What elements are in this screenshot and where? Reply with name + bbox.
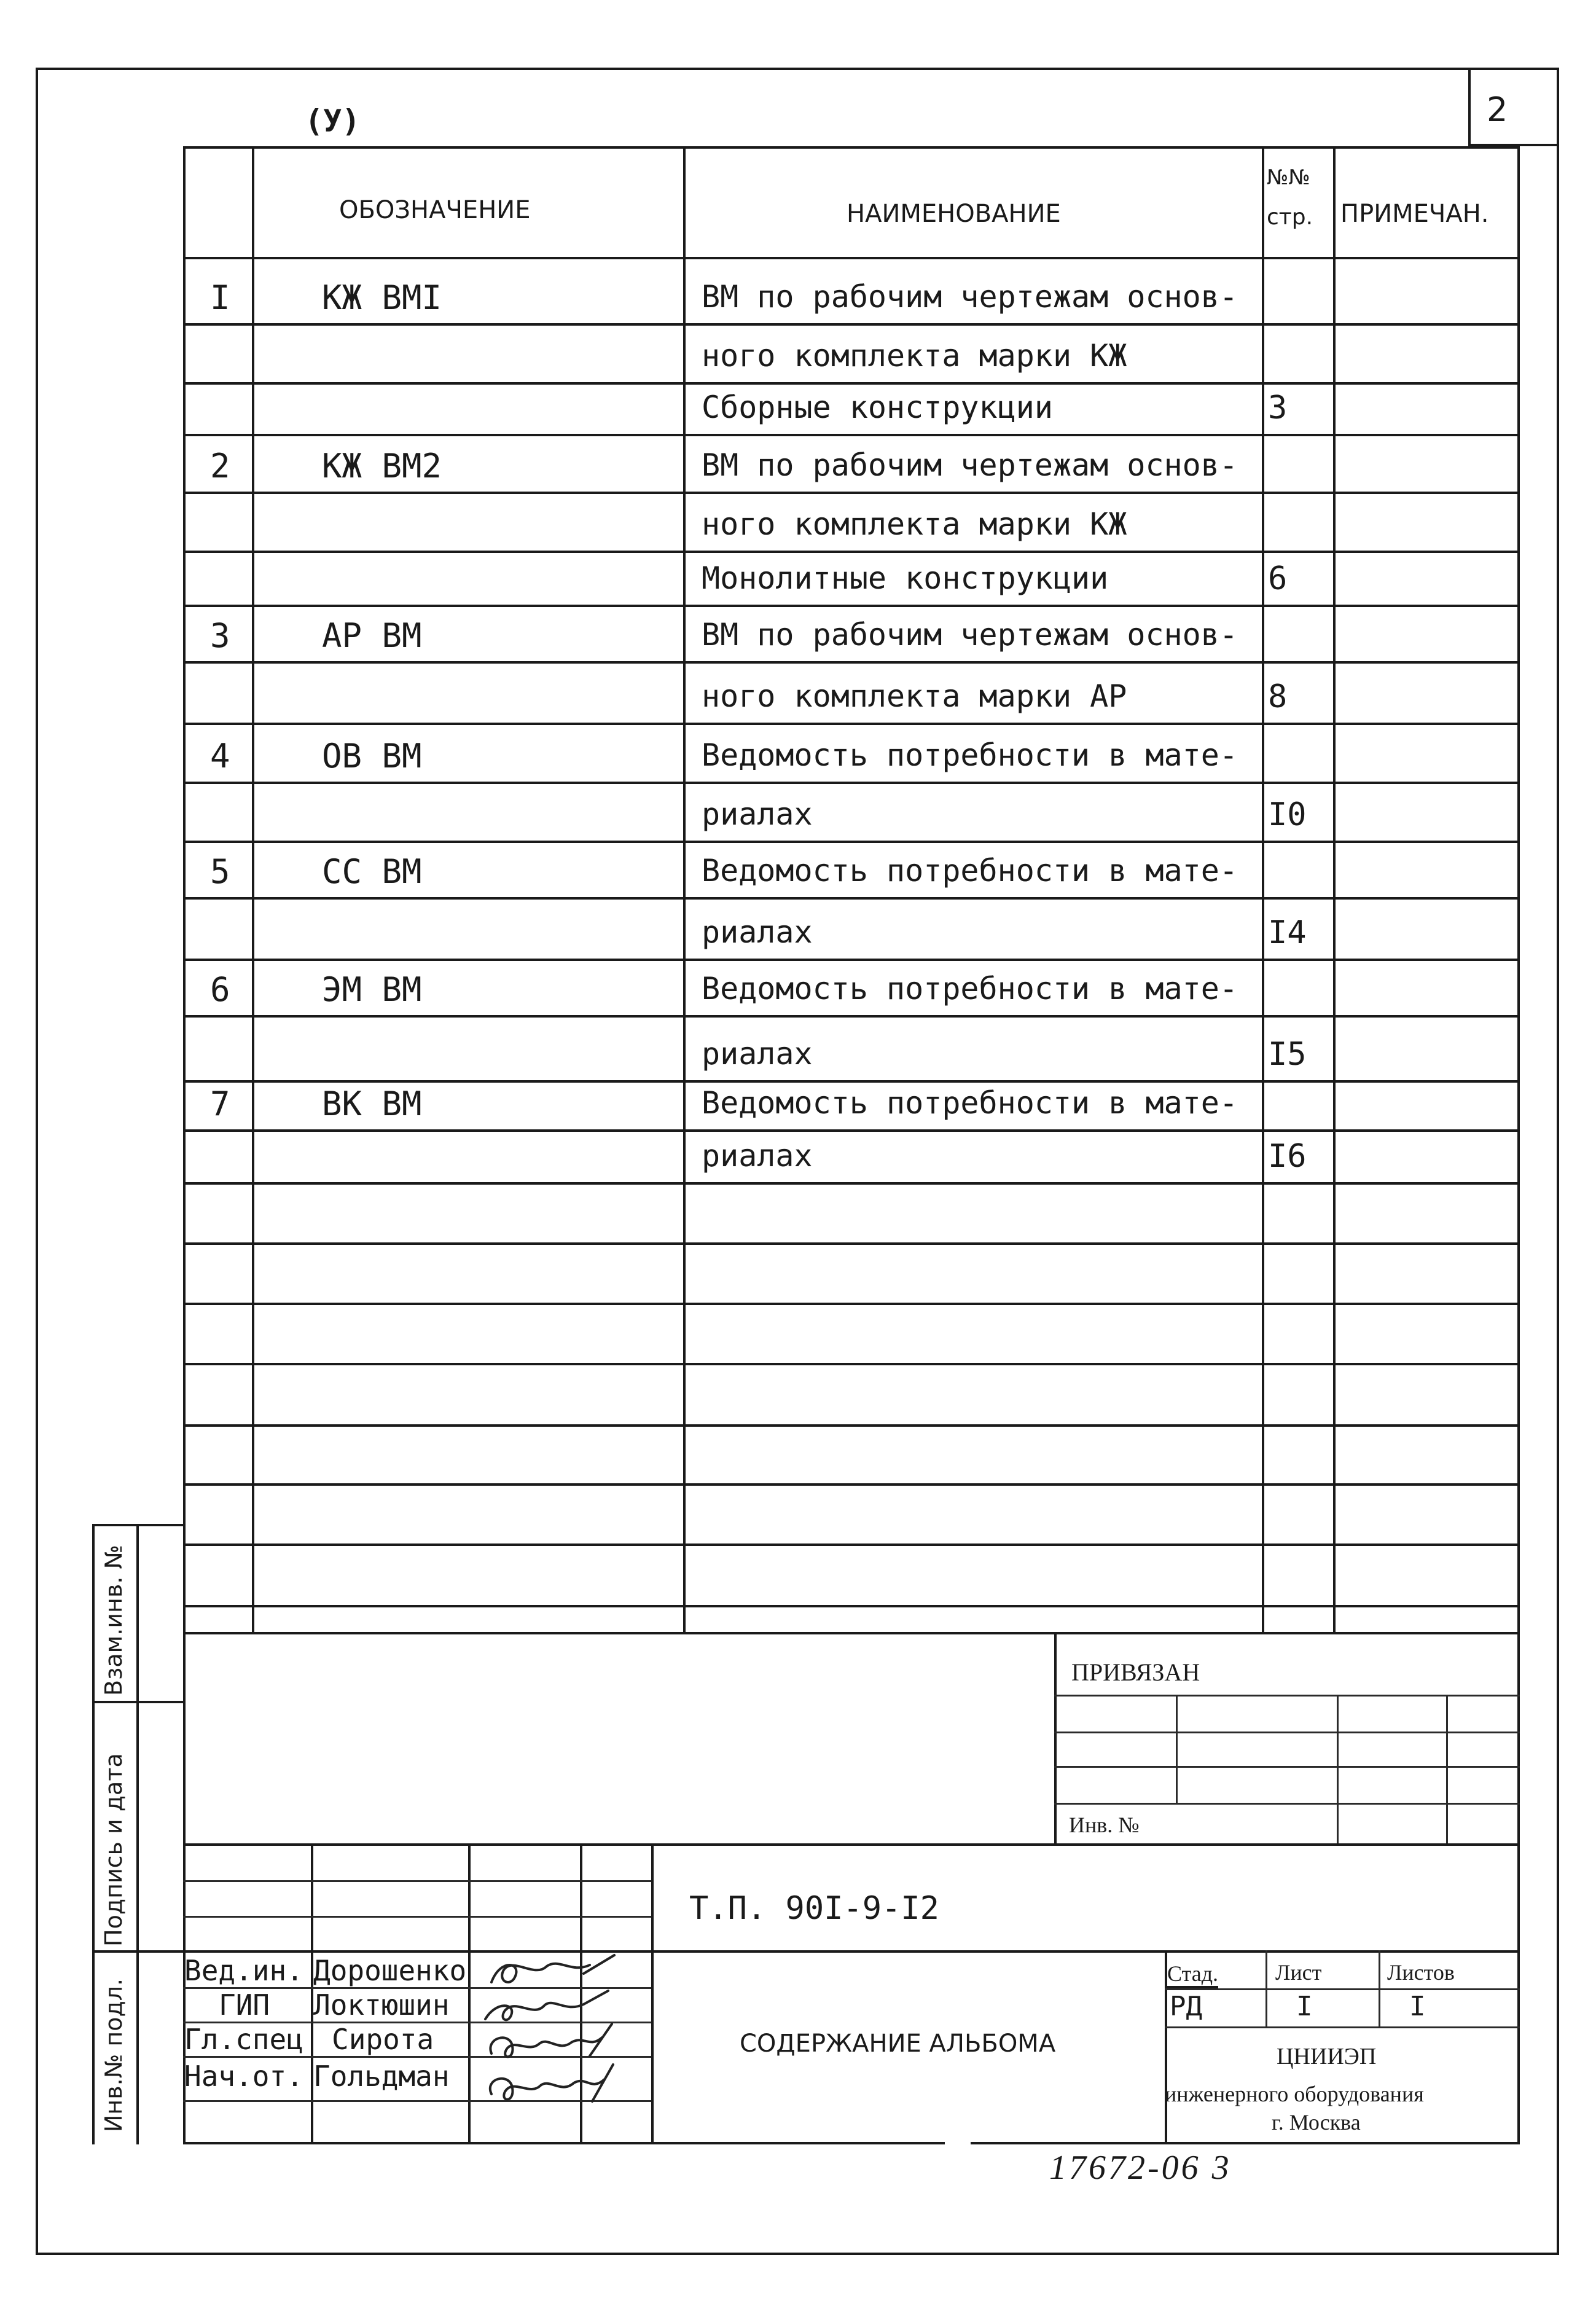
sheet-corner-box bbox=[1468, 68, 1559, 146]
table-row-line bbox=[183, 605, 1520, 607]
row-code: КЖ ВМI bbox=[322, 278, 442, 317]
table-row-line bbox=[183, 1129, 1520, 1132]
table-row-line bbox=[183, 1605, 1520, 1607]
sheets-value: I bbox=[1409, 1991, 1426, 2022]
col-line-code bbox=[683, 146, 686, 1633]
role-2: ГИП bbox=[219, 1988, 270, 2022]
side-strip-left bbox=[92, 1524, 95, 2144]
row-number: 5 bbox=[210, 852, 230, 891]
table-row-line bbox=[183, 1080, 1520, 1083]
role-3: Гл.спец bbox=[184, 2023, 303, 2056]
row-name: Ведомость потребности в мате- bbox=[702, 1085, 1238, 1121]
row-name: Ведомость потребности в мате- bbox=[702, 853, 1238, 888]
side-label-inv-replace: Взам.инв. № bbox=[100, 1545, 127, 1696]
table-row-line bbox=[183, 434, 1520, 436]
side-label-sign-date: Подпись и дата bbox=[100, 1753, 127, 1947]
row-name: Ведомость потребности в мате- bbox=[702, 737, 1238, 773]
person-2: Локтюшин bbox=[313, 1988, 450, 2022]
row-page: I6 bbox=[1268, 1138, 1307, 1175]
header-bottom-line bbox=[183, 257, 1520, 259]
person-1: Дорошенко bbox=[313, 1954, 467, 1987]
stage-value: РД bbox=[1170, 1991, 1202, 2022]
stage-row-1 bbox=[1165, 1988, 1520, 1990]
row-code: АР ВМ bbox=[322, 616, 422, 655]
privyazan-col1 bbox=[1176, 1695, 1178, 1803]
table-row-line bbox=[183, 661, 1520, 664]
inner-frame-top bbox=[183, 146, 1520, 149]
privyazan-row4 bbox=[1054, 1803, 1520, 1805]
table-row-line bbox=[183, 551, 1520, 553]
stage-col-2 bbox=[1379, 1950, 1380, 2026]
table-row-line bbox=[183, 1363, 1520, 1365]
signature-2 bbox=[485, 1991, 608, 2020]
sheet-label: Лист bbox=[1275, 1960, 1322, 1985]
row-code: ВК ВМ bbox=[322, 1085, 422, 1123]
table-row-line bbox=[183, 1242, 1520, 1245]
inv-no-label: Инв. № bbox=[1069, 1813, 1140, 1837]
row-number: 7 bbox=[210, 1085, 230, 1123]
inner-frame-bottom bbox=[183, 2142, 945, 2144]
table-row-line bbox=[183, 1483, 1520, 1486]
table-row-line bbox=[183, 959, 1520, 961]
signature-4 bbox=[490, 2065, 613, 2101]
table-row-line bbox=[183, 897, 1520, 900]
title-block-top bbox=[183, 1843, 1520, 1846]
tb-col-4 bbox=[651, 1843, 654, 2142]
header-pages-line2: стр. bbox=[1267, 205, 1313, 230]
side-label-inv-orig: Инв.№ подл. bbox=[100, 1978, 127, 2132]
row-name: риалах bbox=[702, 1036, 813, 1072]
table-row-line bbox=[183, 1182, 1520, 1185]
signatures bbox=[467, 1951, 627, 2136]
row-name: риалах bbox=[702, 1138, 813, 1174]
header-note: ПРИМЕЧАН. bbox=[1340, 200, 1489, 228]
table-row-line bbox=[183, 382, 1520, 385]
row-name: ного комплекта марки АР bbox=[702, 678, 1127, 714]
header-name: НАИМЕНОВАНИЕ bbox=[847, 200, 1061, 228]
row-name: ВМ по рабочим чертежам основ- bbox=[702, 447, 1238, 483]
privyazan-left bbox=[1054, 1632, 1057, 1845]
privyazan-row2 bbox=[1054, 1732, 1520, 1733]
role-1: Вед.ин. bbox=[184, 1954, 303, 1987]
sheets-label: Листов bbox=[1387, 1960, 1455, 1985]
privyazan-row3 bbox=[1054, 1766, 1520, 1768]
row-page: I0 bbox=[1268, 796, 1307, 833]
side-strip-div1 bbox=[92, 1701, 183, 1703]
table-row-line bbox=[183, 492, 1520, 494]
row-name: риалах bbox=[702, 914, 813, 950]
table-row-line bbox=[183, 782, 1520, 784]
privyazan-col3 bbox=[1446, 1695, 1448, 1845]
org-line-3: г. Москва bbox=[1272, 2110, 1361, 2135]
row-page: I5 bbox=[1268, 1036, 1307, 1073]
table-row-line bbox=[183, 1015, 1520, 1018]
row-number: 2 bbox=[210, 447, 230, 485]
table-row-line bbox=[183, 1543, 1520, 1546]
col-line-num bbox=[252, 146, 254, 1633]
row-code: ОВ ВМ bbox=[322, 737, 422, 775]
privyazan-col2 bbox=[1337, 1695, 1339, 1845]
stage-label: Стад. bbox=[1167, 1961, 1219, 1986]
title-block-mid bbox=[183, 1950, 1520, 1953]
row-number: I bbox=[210, 278, 230, 317]
side-strip-div2 bbox=[92, 1950, 183, 1953]
inner-frame-bottom-2 bbox=[971, 2142, 1520, 2144]
role-4: Нач.от. bbox=[184, 2060, 303, 2093]
archive-number: 17672-06 3 bbox=[1049, 2149, 1232, 2187]
stage-col-1 bbox=[1265, 1950, 1267, 2026]
row-page: I4 bbox=[1268, 914, 1307, 951]
sheet-corner-number: 2 bbox=[1487, 90, 1508, 129]
row-number: 4 bbox=[210, 737, 230, 775]
row-page: 3 bbox=[1268, 390, 1288, 426]
row-name: Монолитные конструкции bbox=[702, 560, 1109, 596]
col-line-name bbox=[1262, 146, 1264, 1633]
table-row-line bbox=[183, 323, 1520, 326]
col-line-page bbox=[1333, 146, 1336, 1633]
row-name: риалах bbox=[702, 796, 813, 832]
row-page: 6 bbox=[1268, 560, 1288, 597]
person-4: Гольдман bbox=[313, 2060, 450, 2093]
document-title: СОДЕРЖАНИЕ АЛЬБОМА bbox=[740, 2030, 1056, 2058]
row-name: ного комплекта марки КЖ bbox=[702, 506, 1127, 542]
letter-mark: (У) bbox=[305, 103, 361, 139]
row-name: ного комплекта марки КЖ bbox=[702, 338, 1127, 374]
signature-1 bbox=[491, 1955, 614, 1982]
header-pages-line1: №№ bbox=[1267, 165, 1310, 190]
stage-row-2 bbox=[1165, 2026, 1520, 2028]
row-name: ВМ по рабочим чертежам основ- bbox=[702, 617, 1238, 653]
table-row-line bbox=[183, 1424, 1520, 1427]
org-line-2: инженерного оборудования bbox=[1165, 2082, 1424, 2106]
org-line-1: ЦНИИЭП bbox=[1277, 2044, 1377, 2069]
tb-left-row-b bbox=[183, 1916, 651, 1918]
table-row-line bbox=[183, 723, 1520, 725]
row-code: СС ВМ bbox=[322, 852, 422, 891]
row-code: КЖ ВМ2 bbox=[322, 447, 442, 485]
table-row-line bbox=[183, 841, 1520, 843]
row-name: Сборные конструкции bbox=[702, 390, 1053, 425]
tb-left-row-a bbox=[183, 1880, 651, 1882]
row-name: ВМ по рабочим чертежам основ- bbox=[702, 279, 1238, 315]
row-code: ЭМ ВМ bbox=[322, 970, 422, 1009]
table-row-line bbox=[183, 1303, 1520, 1305]
side-strip-top bbox=[92, 1524, 183, 1526]
person-3: Сирота bbox=[332, 2023, 434, 2056]
header-designation: ОБОЗНАЧЕНИЕ bbox=[339, 196, 531, 224]
row-number: 3 bbox=[210, 616, 230, 655]
row-name: Ведомость потребности в мате- bbox=[702, 971, 1238, 1006]
project-code: Т.П. 90I-9-I2 bbox=[689, 1890, 939, 1927]
stamp-top-line bbox=[183, 1632, 1520, 1634]
side-strip-mid bbox=[136, 1524, 139, 2144]
privyazan-row1 bbox=[1054, 1695, 1520, 1696]
row-page: 8 bbox=[1268, 678, 1288, 715]
signature-3 bbox=[490, 2024, 612, 2057]
sheet-value: I bbox=[1296, 1991, 1313, 2022]
privyazan-label: ПРИВЯЗАН bbox=[1071, 1658, 1200, 1686]
row-number: 6 bbox=[210, 970, 230, 1009]
